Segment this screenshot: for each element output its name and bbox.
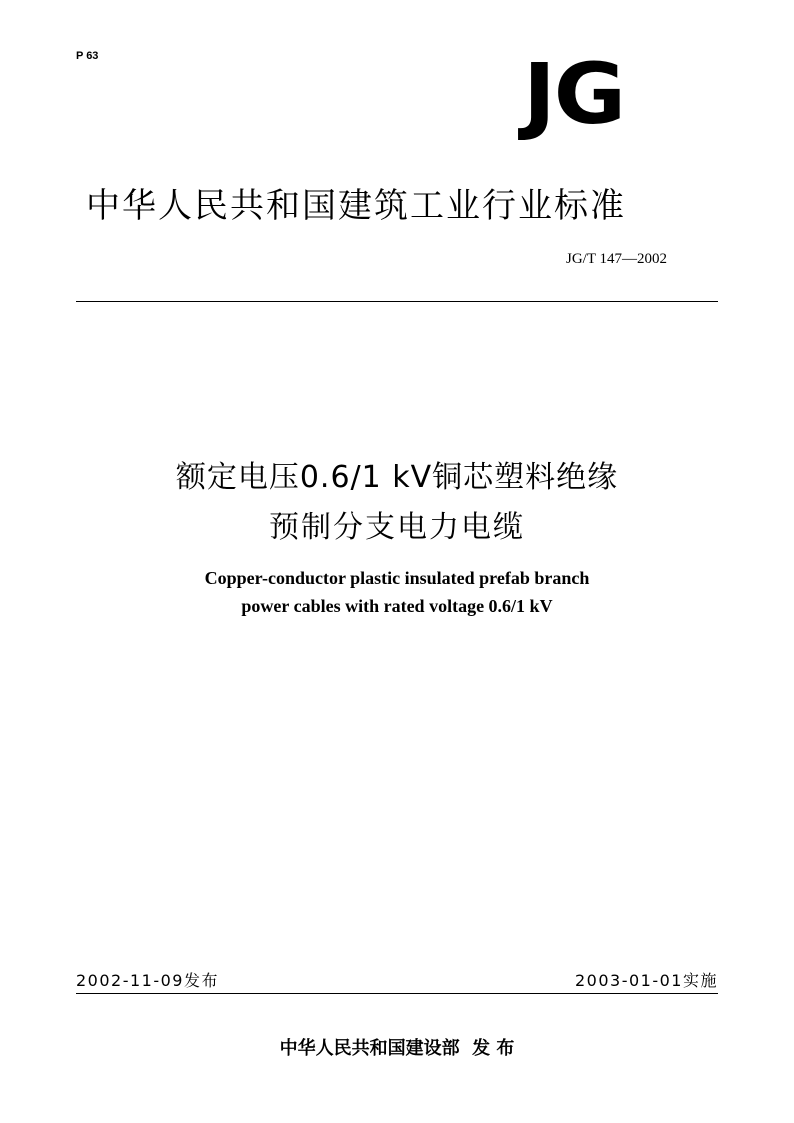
implementation-date: 2003-01-01实施 xyxy=(575,971,718,990)
chinese-title-line-2: 预制分支电力电缆 xyxy=(269,510,525,545)
jg-logo: JG xyxy=(523,45,625,143)
chinese-title-line-1: 额定电压0.6/1 kV铜芯塑料绝缘 xyxy=(175,460,619,495)
publisher: 中华人民共和国建设部 发 布 xyxy=(279,1038,515,1059)
english-title-line-2: power cables with rated voltage 0.6/1 kV xyxy=(241,596,553,616)
classification-code: P 63 xyxy=(76,50,99,62)
standard-category-title: 中华人民共和国建筑工业行业标准 xyxy=(86,186,626,226)
english-title-line-1: Copper-conductor plastic insulated prefab branch xyxy=(204,568,590,588)
top-divider xyxy=(76,301,718,302)
issue-date: 2002-11-09发布 xyxy=(76,971,219,990)
standard-number: JG/T 147—2002 xyxy=(566,251,667,267)
bottom-divider xyxy=(76,993,718,994)
